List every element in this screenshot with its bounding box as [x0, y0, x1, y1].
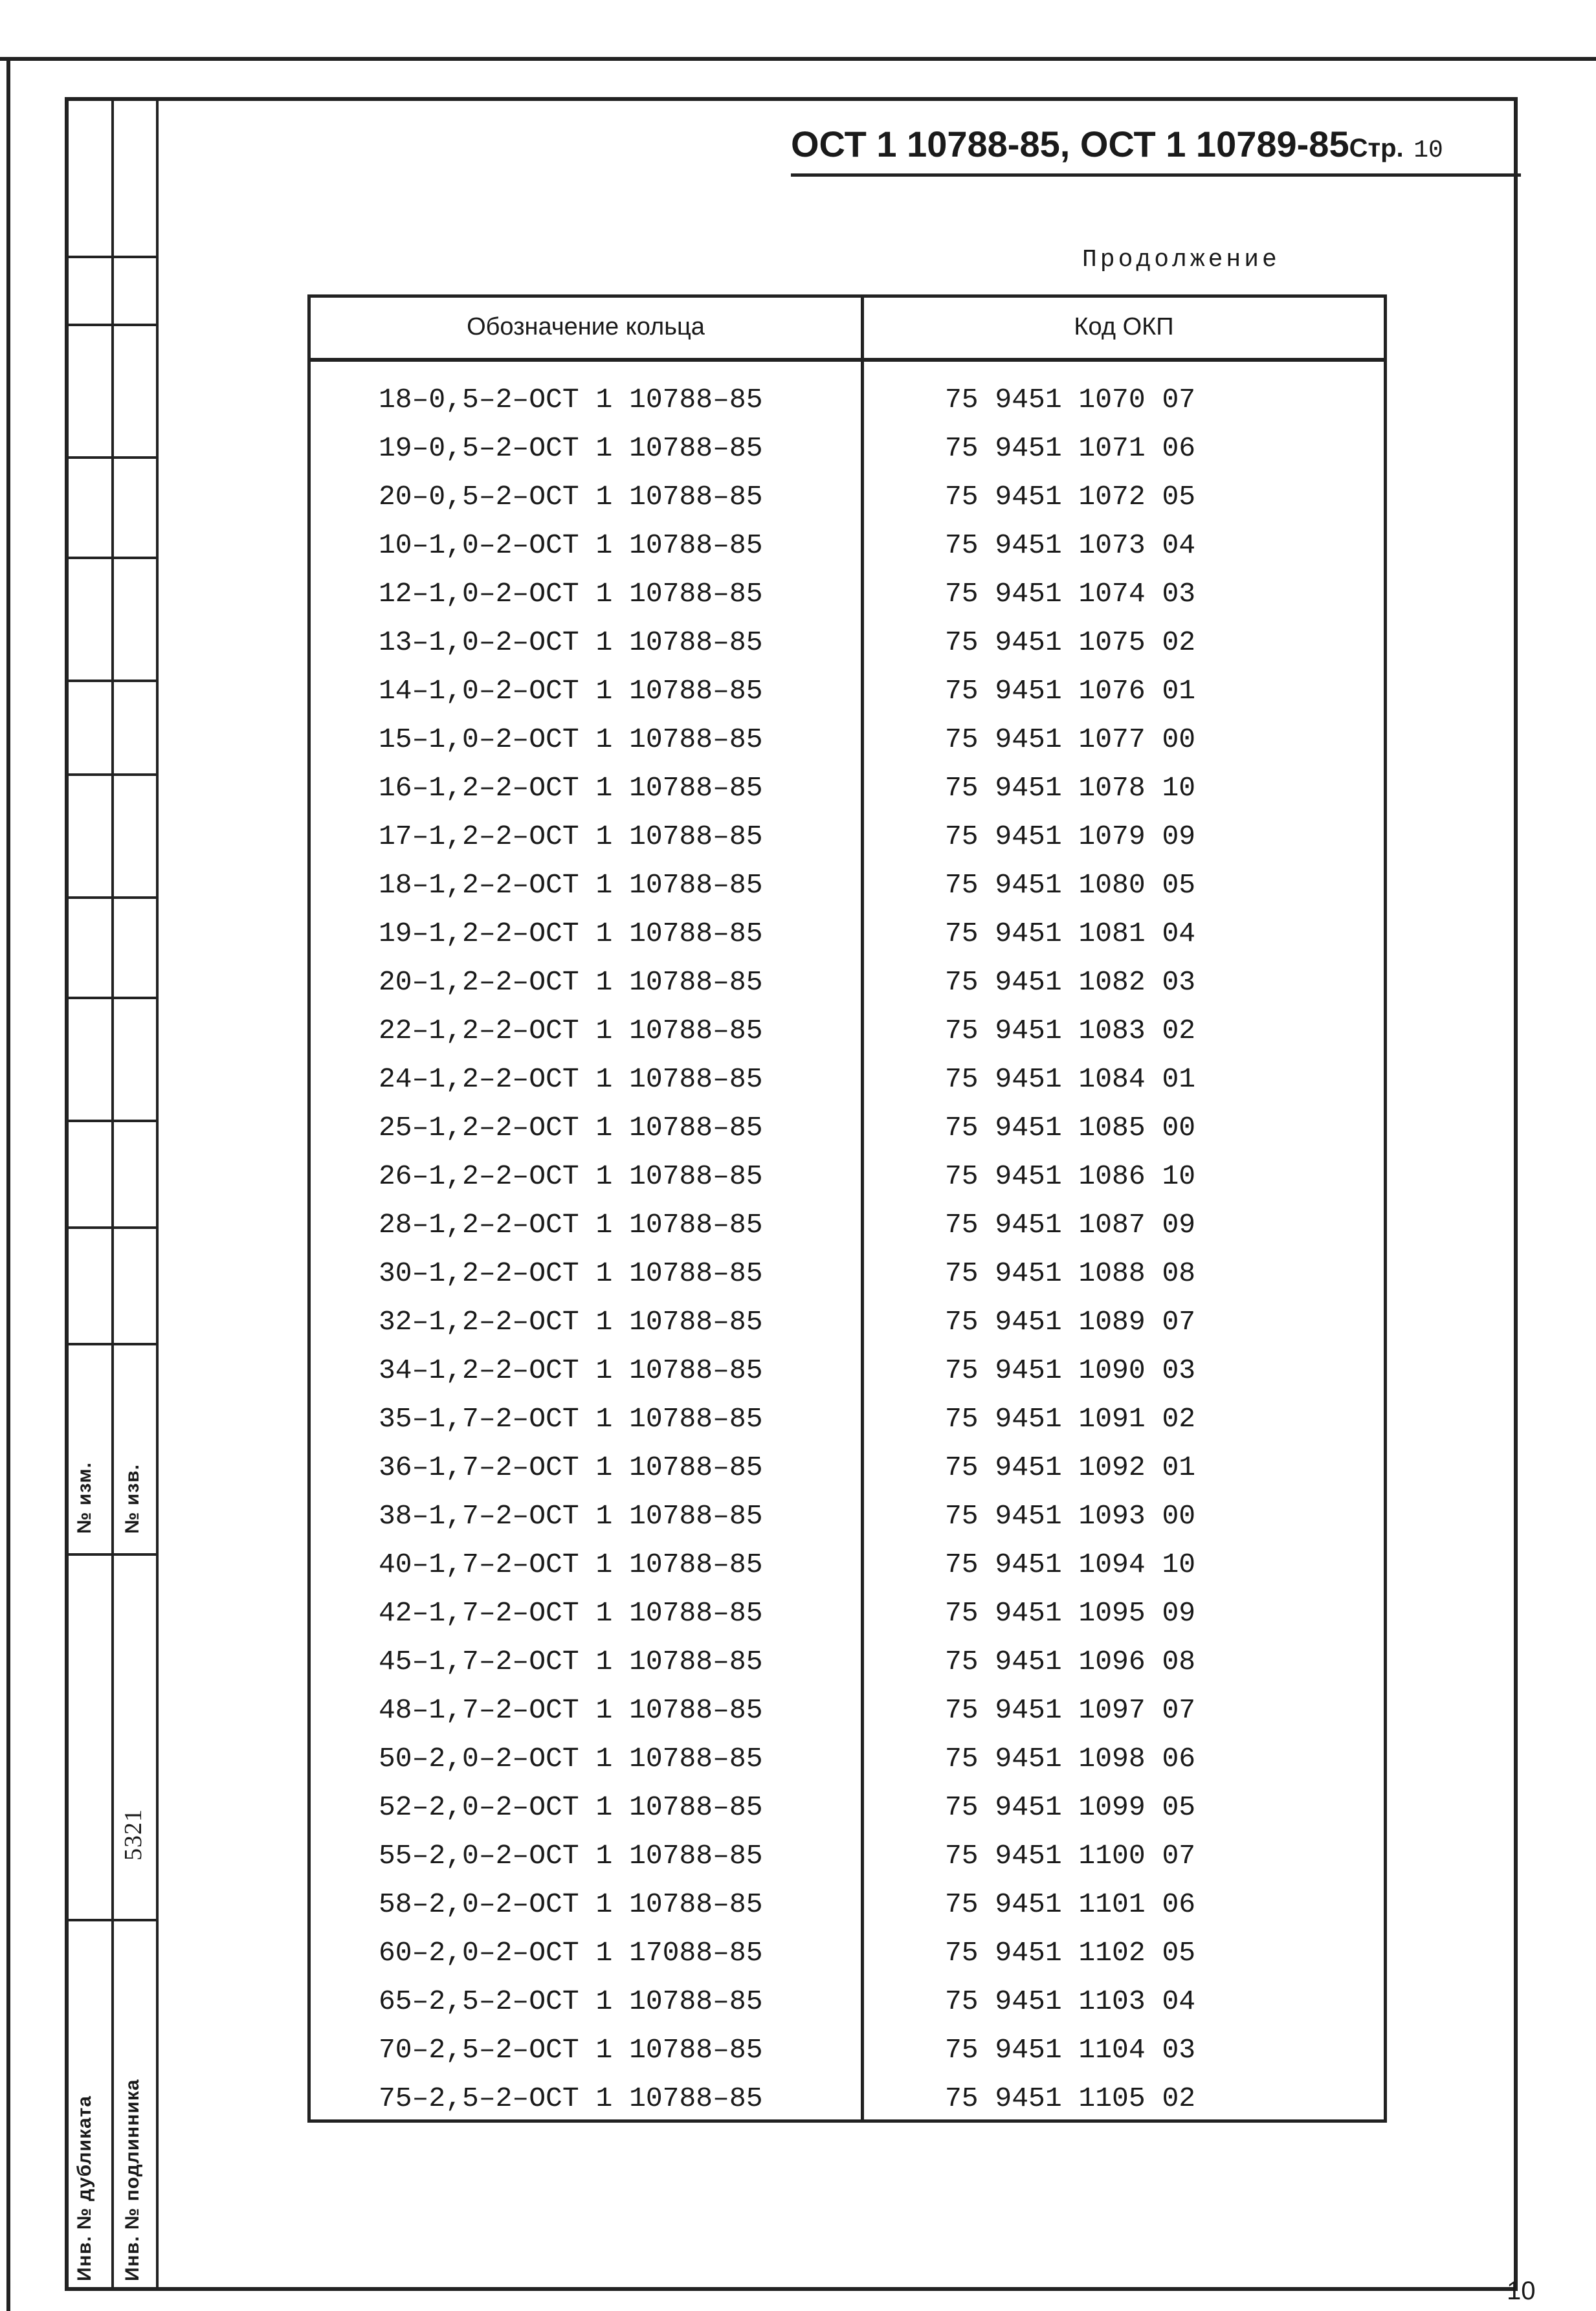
ring-code-table [307, 294, 1387, 2123]
okp-code: 75 9451 1077 00 [945, 724, 1196, 755]
table-row [307, 812, 1387, 861]
side-stamp-block [65, 97, 159, 2291]
okp-code: 75 9451 1092 01 [945, 1452, 1196, 1483]
table-row [307, 2026, 1387, 2074]
ring-designation: 26–1,2–2–ОСТ 1 10788–85 [379, 1160, 763, 1192]
table-row [307, 1395, 1387, 1443]
ring-designation: 52–2,0–2–ОСТ 1 10788–85 [379, 1791, 763, 1823]
okp-code: 75 9451 1074 03 [945, 578, 1196, 610]
okp-code: 75 9451 1080 05 [945, 869, 1196, 901]
ring-designation: 35–1,7–2–ОСТ 1 10788–85 [379, 1403, 763, 1435]
ring-designation: 24–1,2–2–ОСТ 1 10788–85 [379, 1063, 763, 1095]
ring-designation: 60–2,0–2–ОСТ 1 17088–85 [379, 1937, 763, 1969]
okp-code: 75 9451 1093 00 [945, 1500, 1196, 1532]
ring-designation: 50–2,0–2–ОСТ 1 10788–85 [379, 1743, 763, 1775]
table-row [307, 1200, 1387, 1249]
side-cell-line [65, 256, 159, 258]
table-row [307, 1103, 1387, 1152]
ring-designation: 65–2,5–2–ОСТ 1 10788–85 [379, 1985, 763, 2017]
ring-designation: 17–1,2–2–ОСТ 1 10788–85 [379, 821, 763, 852]
side-cell-line [65, 1553, 159, 1556]
ring-designation: 19–1,2–2–ОСТ 1 10788–85 [379, 918, 763, 949]
okp-code: 75 9451 1102 05 [945, 1937, 1196, 1969]
okp-code: 75 9451 1071 06 [945, 432, 1196, 464]
side-cell-line [65, 1226, 159, 1229]
ring-designation: 75–2,5–2–ОСТ 1 10788–85 [379, 2083, 763, 2114]
ring-designation: 20–0,5–2–ОСТ 1 10788–85 [379, 481, 763, 513]
original-inventory-value: 5321 [120, 1809, 147, 1861]
okp-code: 75 9451 1089 07 [945, 1306, 1196, 1338]
side-cell-line [65, 896, 159, 899]
okp-code: 75 9451 1096 08 [945, 1646, 1196, 1677]
side-cell-line [65, 1120, 159, 1122]
table-row [307, 1492, 1387, 1540]
table-row [307, 1637, 1387, 1686]
okp-code: 75 9451 1086 10 [945, 1160, 1196, 1192]
okp-code: 75 9451 1075 02 [945, 626, 1196, 658]
ring-designation: 16–1,2–2–ОСТ 1 10788–85 [379, 772, 763, 804]
okp-code: 75 9451 1097 07 [945, 1694, 1196, 1726]
ring-designation: 15–1,0–2–ОСТ 1 10788–85 [379, 724, 763, 755]
ring-designation: 19–0,5–2–ОСТ 1 10788–85 [379, 432, 763, 464]
okp-code: 75 9451 1103 04 [945, 1985, 1196, 2017]
table-row [307, 715, 1387, 764]
header-page-number: 10 [1413, 137, 1443, 164]
table-row [307, 1831, 1387, 1880]
ring-designation: 12–1,0–2–ОСТ 1 10788–85 [379, 578, 763, 610]
okp-code: 75 9451 1099 05 [945, 1791, 1196, 1823]
table-row [307, 1249, 1387, 1298]
table-row [307, 2074, 1387, 2123]
ring-designation: 38–1,7–2–ОСТ 1 10788–85 [379, 1500, 763, 1532]
column-header-designation: Обозначение кольца [467, 313, 705, 340]
footer-page-number: 10 [1507, 2277, 1536, 2305]
ring-designation: 10–1,0–2–ОСТ 1 10788–85 [379, 529, 763, 561]
table-row [307, 1977, 1387, 2026]
side-cell-line [65, 997, 159, 999]
okp-code: 75 9451 1083 02 [945, 1015, 1196, 1046]
okp-code: 75 9451 1104 03 [945, 2034, 1196, 2066]
ring-designation: 40–1,7–2–ОСТ 1 10788–85 [379, 1549, 763, 1580]
okp-code: 75 9451 1091 02 [945, 1403, 1196, 1435]
table-row [307, 1540, 1387, 1589]
side-divider-outer [156, 97, 159, 2291]
side-cell-line [65, 1343, 159, 1345]
duplicate-inventory-label: Инв. № дубликата [74, 2095, 95, 2281]
table-row [307, 764, 1387, 812]
okp-code: 75 9451 1076 01 [945, 675, 1196, 707]
header-underline [791, 173, 1521, 177]
table-row [307, 569, 1387, 618]
ring-designation: 22–1,2–2–ОСТ 1 10788–85 [379, 1015, 763, 1046]
table-row [307, 375, 1387, 424]
side-cell-line [65, 324, 159, 326]
table-row [307, 861, 1387, 909]
table-row [307, 1686, 1387, 1734]
side-cell-line [65, 680, 159, 682]
okp-code: 75 9451 1078 10 [945, 772, 1196, 804]
okp-code: 75 9451 1098 06 [945, 1743, 1196, 1775]
ring-designation: 18–1,2–2–ОСТ 1 10788–85 [379, 869, 763, 901]
table-row [307, 1006, 1387, 1055]
ring-designation: 70–2,5–2–ОСТ 1 10788–85 [379, 2034, 763, 2066]
sheet-top-edge [0, 57, 1596, 61]
okp-code: 75 9451 1084 01 [945, 1063, 1196, 1095]
sheet-left-edge [6, 57, 10, 2311]
ring-designation: 48–1,7–2–ОСТ 1 10788–85 [379, 1694, 763, 1726]
okp-code: 75 9451 1082 03 [945, 966, 1196, 998]
table-row [307, 1298, 1387, 1346]
okp-code: 75 9451 1094 10 [945, 1549, 1196, 1580]
table-row [307, 1880, 1387, 1929]
ring-designation: 28–1,2–2–ОСТ 1 10788–85 [379, 1209, 763, 1241]
table-row [307, 1734, 1387, 1783]
table-row [307, 1929, 1387, 1977]
okp-code: 75 9451 1100 07 [945, 1840, 1196, 1872]
side-cell-line [65, 557, 159, 559]
change-number-label: № изм. [74, 1462, 95, 1534]
okp-code: 75 9451 1087 09 [945, 1209, 1196, 1241]
ring-designation: 20–1,2–2–ОСТ 1 10788–85 [379, 966, 763, 998]
ring-designation: 18–0,5–2–ОСТ 1 10788–85 [379, 384, 763, 415]
ring-designation: 25–1,2–2–ОСТ 1 10788–85 [379, 1112, 763, 1144]
ring-designation: 30–1,2–2–ОСТ 1 10788–85 [379, 1257, 763, 1289]
ring-designation: 34–1,2–2–ОСТ 1 10788–85 [379, 1355, 763, 1386]
table-row [307, 1443, 1387, 1492]
ring-designation: 13–1,0–2–ОСТ 1 10788–85 [379, 626, 763, 658]
ring-designation: 45–1,7–2–ОСТ 1 10788–85 [379, 1646, 763, 1677]
ring-designation: 36–1,7–2–ОСТ 1 10788–85 [379, 1452, 763, 1483]
notice-number-label: № изв. [122, 1464, 143, 1534]
side-cell-line [65, 456, 159, 459]
okp-code: 75 9451 1090 03 [945, 1355, 1196, 1386]
table-row [307, 424, 1387, 472]
page-label: Стр. [1349, 134, 1404, 162]
okp-code: 75 9451 1070 07 [945, 384, 1196, 415]
table-row [307, 472, 1387, 521]
okp-code: 75 9451 1088 08 [945, 1257, 1196, 1289]
ring-designation: 14–1,0–2–ОСТ 1 10788–85 [379, 675, 763, 707]
table-row [307, 1346, 1387, 1395]
okp-code: 75 9451 1072 05 [945, 481, 1196, 513]
table-row [307, 1783, 1387, 1831]
ring-designation: 58–2,0–2–ОСТ 1 10788–85 [379, 1888, 763, 1920]
okp-code: 75 9451 1101 06 [945, 1888, 1196, 1920]
ring-designation: 42–1,7–2–ОСТ 1 10788–85 [379, 1597, 763, 1629]
ring-designation: 32–1,2–2–ОСТ 1 10788–85 [379, 1306, 763, 1338]
okp-code: 75 9451 1085 00 [945, 1112, 1196, 1144]
table-row [307, 521, 1387, 569]
table-row [307, 1055, 1387, 1103]
okp-code: 75 9451 1081 04 [945, 918, 1196, 949]
table-row [307, 1589, 1387, 1637]
side-cell-line [65, 1919, 159, 1921]
continuation-label: Продолжение [1082, 246, 1280, 274]
okp-code: 75 9451 1073 04 [945, 529, 1196, 561]
table-row [307, 909, 1387, 958]
okp-code: 75 9451 1079 09 [945, 821, 1196, 852]
column-header-okp-code: Код ОКП [1074, 313, 1174, 340]
table-row [307, 1152, 1387, 1200]
standard-ids: ОСТ 1 10788-85, ОСТ 1 10789-85 [791, 124, 1349, 164]
side-cell-line [65, 773, 159, 776]
okp-code: 75 9451 1095 09 [945, 1597, 1196, 1629]
table-row [307, 958, 1387, 1006]
document-header [791, 123, 1522, 165]
okp-code: 75 9451 1105 02 [945, 2083, 1196, 2114]
ring-designation: 55–2,0–2–ОСТ 1 10788–85 [379, 1840, 763, 1872]
side-divider [111, 97, 114, 2291]
table-row [307, 667, 1387, 715]
original-inventory-label: Инв. № подлинника [122, 2079, 143, 2281]
table-row [307, 618, 1387, 667]
